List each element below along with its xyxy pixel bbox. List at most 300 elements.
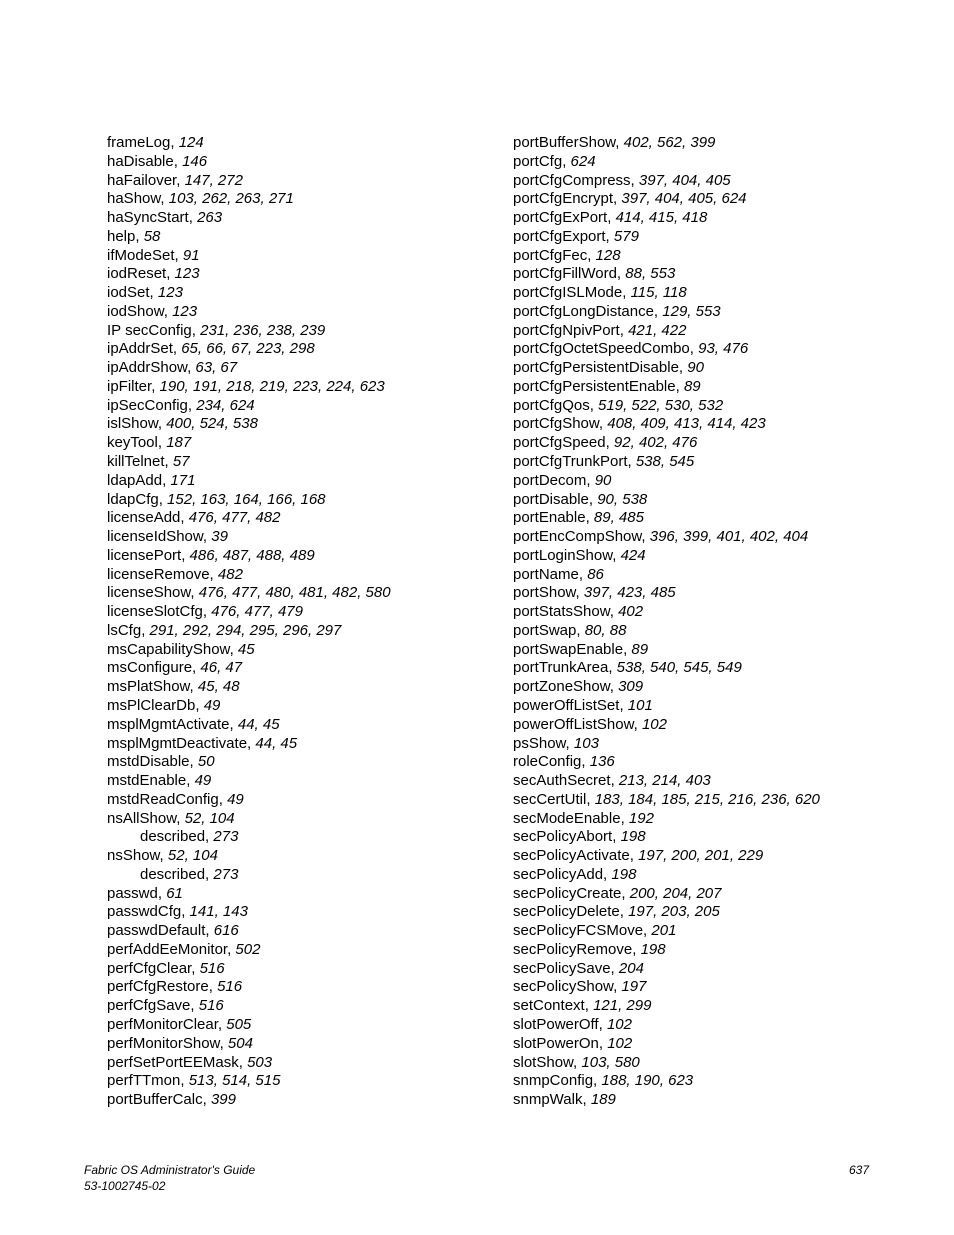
index-entry: iodSet, 123 [107,284,183,302]
index-entry: secPolicyActivate, 197, 200, 201, 229 [513,847,764,865]
index-pages: 504 [227,1034,253,1052]
index-term: passwd [107,884,158,902]
index-entry: IP secConfig, 231, 236, 238, 239 [107,321,326,339]
index-entry: secPolicyAdd, 198 [513,865,637,883]
index-term: secPolicyAbort [513,828,613,846]
index-entry: ldapCfg, 152, 163, 164, 166, 168 [107,490,326,508]
index-pages: 309 [618,678,644,696]
index-term: perfMonitorClear [107,1015,218,1033]
index-pages: 516 [217,978,243,996]
index-pages: 234, 624 [196,396,255,414]
index-entry: haDisable, 146 [107,152,208,170]
index-entry: portName, 86 [513,565,604,583]
index-entry: msPlClearDb, 49 [107,696,221,714]
index-term: iodReset [107,265,167,283]
footer-title: Fabric OS Administrator's Guide [84,1163,256,1177]
index-term: setContext [513,997,585,1015]
index-term: secPolicyAdd [513,865,604,883]
index-pages: 399 [210,1091,236,1109]
index-pages: 86 [587,565,604,583]
index-term: ifModeSet [107,246,175,264]
index-term: portCfgFec [513,246,588,264]
index-term: portCfgQos [513,396,590,414]
index-term: portStatsShow [513,603,610,621]
index-pages: 273 [213,865,239,883]
index-entry: portCfgTrunkPort, 538, 545 [513,453,695,471]
footer-doc-number: 53-1002745-02 [84,1179,166,1193]
index-entry: perfSetPortEEMask, 503 [107,1053,273,1071]
index-entry: perfAddEeMonitor, 502 [107,940,261,958]
index-term: licenseRemove [107,565,210,583]
index-pages: 397, 404, 405 [638,171,731,189]
index-entry: portCfgSpeed, 92, 402, 476 [513,434,698,452]
index-term: snmpConfig [513,1072,594,1090]
index-term: msPlClearDb [107,696,196,714]
index-pages: 402, 562, 399 [623,134,716,151]
index-pages: 128 [595,246,621,264]
index-term: licenseAdd [107,509,181,527]
index-pages: 90 [687,359,704,377]
index-entry: perfCfgClear, 516 [107,959,225,977]
index-term: portName [513,565,579,583]
index-entry: ipFilter, 190, 191, 218, 219, 223, 224, 623 [107,377,385,395]
index-entry: portCfgPersistentDisable, 90 [513,359,704,377]
index-pages: 421, 422 [628,321,687,339]
index-pages: 513, 514, 515 [188,1072,281,1090]
index-entry: portStatsShow, 402 [513,603,644,621]
index-pages: 579 [613,227,639,245]
index-term: passwdDefault [107,922,206,940]
index-pages: 88, 553 [625,265,676,283]
index-pages: 65, 66, 67, 223, 298 [181,340,315,358]
index-term: powerOffListShow [513,715,634,733]
index-entry: portCfgExport, 579 [513,227,639,245]
index-entry: portCfgQos, 519, 522, 530, 532 [513,396,724,414]
index-term: licenseIdShow [107,528,203,546]
index-pages: 204 [618,959,644,977]
index-term: ldapAdd [107,471,163,489]
index-term: ldapCfg [107,490,159,508]
index-term: secCertUtil [513,790,587,808]
index-pages: 61 [166,884,183,902]
index-term: ipSecConfig [107,396,188,414]
index-entry: iodShow, 123 [107,302,198,320]
index-pages: 397, 423, 485 [583,584,676,602]
index-term: portSwapEnable [513,640,624,658]
index-pages: 198 [640,940,666,958]
index-entry: perfCfgSave, 516 [107,997,224,1015]
index-term: portSwap [513,621,577,639]
index-pages: 52, 104 [184,809,235,827]
footer-left [84,1162,255,1194]
index-term: roleConfig [513,753,582,771]
index-term: slotPowerOn [513,1034,599,1052]
index-entry: perfMonitorClear, 505 [107,1015,252,1033]
index-pages: 102 [606,1015,632,1033]
index-pages: 402 [618,603,644,621]
index-entry: mstdReadConfig, 49 [107,790,244,808]
index-term: psShow [513,734,566,752]
index-entry: ipAddrShow, 63, 67 [107,359,238,377]
index-entry: perfMonitorShow, 504 [107,1034,253,1052]
index-term: msplMgmtActivate [107,715,230,733]
index-term: secPolicyDelete [513,903,620,921]
index-term: mstdReadConfig [107,790,219,808]
index-entry: secAuthSecret, 213, 214, 403 [513,772,711,790]
index-term: msCapabilityShow [107,640,230,658]
index-pages: 198 [620,828,646,846]
index-term: iodSet [107,284,150,302]
index-entry: secPolicyFCSMove, 201 [513,922,677,940]
index-term: portCfg [513,152,563,170]
index-entry: keyTool, 187 [107,434,192,452]
index-term: secPolicyCreate [513,884,622,902]
index-entry: snmpConfig, 188, 190, 623 [513,1072,694,1090]
index-term: perfAddEeMonitor [107,940,228,958]
index-term: secModeEnable [513,809,621,827]
index-pages: 616 [213,922,239,940]
index-pages: 90, 538 [597,490,648,508]
index-pages: 192 [628,809,654,827]
index-pages: 50 [197,753,215,771]
index-pages: 57 [172,453,190,471]
index-entry: portTrunkArea, 538, 540, 545, 549 [513,659,742,677]
index-entry: slotShow, 103, 580 [513,1053,640,1071]
index-pages: 103 [573,734,599,752]
index-term: portCfgOctetSpeedCombo [513,340,690,358]
index-entry: secPolicySave, 204 [513,959,644,977]
index-term: secAuthSecret [513,772,611,790]
index-pages: 80, 88 [584,621,627,639]
index-pages: 502 [235,940,261,958]
index-pages: 503 [247,1053,273,1071]
index-entry: portCfgNpivPort, 421, 422 [513,321,687,339]
index-term: msplMgmtDeactivate [107,734,248,752]
index-pages: 90 [594,471,612,489]
index-pages: 101 [627,696,653,714]
index-term: nsAllShow [107,809,177,827]
index-term: slotShow [513,1053,574,1071]
index-entry: portEncCompShow, 396, 399, 401, 402, 404 [513,528,809,546]
index-pages: 45 [237,640,255,658]
index-pages: 505 [226,1015,252,1033]
index-pages: 197, 200, 201, 229 [638,847,764,865]
index-pages: 49 [227,790,244,808]
index-term: frameLog [107,134,171,151]
index-pages: 63, 67 [195,359,238,377]
index-term: secPolicySave [513,959,611,977]
index-entry: licenseIdShow, 39 [107,528,228,546]
index-pages: 263 [197,209,223,227]
index-entry: portCfgLongDistance, 129, 553 [513,302,721,320]
index-entry: iodReset, 123 [107,265,200,283]
index-pages: 141, 143 [189,903,248,921]
index-pages: 39 [211,528,228,546]
index-term: secPolicyRemove [513,940,633,958]
index-term: mstdDisable [107,753,190,771]
index-entry: portCfgISLMode, 115, 118 [513,284,687,302]
index-pages: 102 [607,1034,633,1052]
index-pages: 189 [590,1091,616,1109]
index-term: passwdCfg [107,903,182,921]
index-entry: ipAddrSet, 65, 66, 67, 223, 298 [107,340,315,358]
index-pages: 187 [166,434,192,452]
index-term: portCfgTrunkPort [513,453,628,471]
index-pages: 201 [651,922,677,940]
index-pages: 58 [143,227,161,245]
index-entry: snmpWalk, 189 [513,1091,616,1109]
index-entry: haFailover, 147, 272 [107,171,243,189]
index-term: described [140,828,206,846]
index-term: haFailover [107,171,177,189]
index-entry: secPolicyRemove, 198 [513,940,666,958]
index-term: lsCfg [107,621,142,639]
index-pages: 89 [631,640,649,658]
index-term: powerOffListSet [513,696,620,714]
index-pages: 231, 236, 238, 239 [200,321,326,339]
index-pages: 538, 540, 545, 549 [616,659,742,677]
index-term: perfTTmon [107,1072,181,1090]
index-pages: 45, 48 [197,678,240,696]
index-pages: 408, 409, 413, 414, 423 [607,415,766,433]
index-pages: 200, 204, 207 [629,884,722,902]
index-pages: 152, 163, 164, 166, 168 [167,490,326,508]
index-pages: 516 [198,997,224,1015]
index-entry: portSwapEnable, 89 [513,640,649,658]
index-term: portZoneShow [513,678,610,696]
index-pages: 44, 45 [255,734,298,752]
index-entry: portCfg, 624 [513,152,596,170]
index-entry: licensePort, 486, 487, 488, 489 [107,546,315,564]
index-pages: 414, 415, 418 [615,209,708,227]
index-entry: portDecom, 90 [513,471,612,489]
index-pages: 486, 487, 488, 489 [189,546,315,564]
index-entry: portCfgCompress, 397, 404, 405 [513,171,731,189]
index-term: portDecom [513,471,587,489]
index-entry: passwd, 61 [107,884,183,902]
index-term: help [107,227,136,245]
index-pages: 396, 399, 401, 402, 404 [649,528,809,546]
index-term: keyTool [107,434,158,452]
index-entry: ifModeSet, 91 [107,246,200,264]
index-pages: 198 [611,865,637,883]
index-term: snmpWalk [513,1091,583,1109]
index-entry: msConfigure, 46, 47 [107,659,243,677]
index-term: iodShow [107,302,164,320]
index-term: perfCfgSave [107,997,191,1015]
index-entry: perfTTmon, 513, 514, 515 [107,1072,281,1090]
index-term: portCfgExport [513,227,606,245]
index-pages: 476, 477, 479 [211,603,303,621]
index-term: haShow [107,190,161,208]
index-pages: 624 [570,152,596,170]
index-entry: haSyncStart, 263 [107,209,223,227]
index-entry: msCapabilityShow, 45 [107,640,255,658]
index-entry: portCfgPersistentEnable, 89 [513,377,701,395]
index-pages: 92, 402, 476 [613,434,698,452]
index-term: portEncCompShow [513,528,642,546]
index-pages: 124 [178,134,204,151]
index-entry: islShow, 400, 524, 538 [107,415,258,433]
index-pages: 516 [199,959,225,977]
index-pages: 183, 184, 185, 215, 216, 236, 620 [594,790,820,808]
index-term: killTelnet [107,453,165,471]
index-term: licenseShow [107,584,191,602]
index-term: licenseSlotCfg [107,603,203,621]
index-entry: secModeEnable, 192 [513,809,654,827]
index-pages: 123 [172,302,198,320]
index-entry: secCertUtil, 183, 184, 185, 215, 216, 236, 620 [513,790,820,808]
index-term: licensePort [107,546,182,564]
index-entry: licenseSlotCfg, 476, 477, 479 [107,603,303,621]
index-term: nsShow [107,847,160,865]
index-term: haDisable [107,152,174,170]
index-entry: roleConfig, 136 [513,753,615,771]
index-term: slotPowerOff [513,1015,599,1033]
index-term: portCfgFillWord [513,265,617,283]
index-term: perfCfgRestore [107,978,209,996]
index-entry: portZoneShow, 309 [513,678,644,696]
index-entry: secPolicyDelete, 197, 203, 205 [513,903,720,921]
index-term: portCfgShow [513,415,599,433]
index-term: ipAddrSet [107,340,173,358]
index-entry: secPolicyAbort, 198 [513,828,646,846]
index-entry: licenseShow, 476, 477, 480, 481, 482, 580 [107,584,391,602]
index-term: portCfgPersistentEnable [513,377,676,395]
index-entry: portSwap, 80, 88 [513,621,627,639]
index-entry: portCfgShow, 408, 409, 413, 414, 423 [513,415,766,433]
index-term: portCfgEncrypt [513,190,614,208]
index-entry: portCfgFillWord, 88, 553 [513,265,676,283]
index-entry: licenseRemove, 482 [107,565,243,583]
index-pages: 273 [213,828,239,846]
index-term: portTrunkArea [513,659,609,677]
index-entry: msplMgmtActivate, 44, 45 [107,715,280,733]
index-entry: ipSecConfig, 234, 624 [107,396,255,414]
index-term: portCfgCompress [513,171,631,189]
index-pages: 123 [157,284,183,302]
index-term: portCfgNpivPort [513,321,620,339]
index-entry: secPolicyShow, 197 [513,978,647,996]
index-pages: 482 [217,565,243,583]
index-pages: 49 [203,696,221,714]
index-term: portDisable [513,490,589,508]
index-term: IP secConfig [107,321,192,339]
index-pages: 91 [182,246,200,264]
index-entry: slotPowerOff, 102 [513,1015,632,1033]
index-pages: 89, 485 [593,509,644,527]
index-term: portLoginShow [513,546,613,564]
index-pages: 52, 104 [167,847,218,865]
index-entry: help, 58 [107,227,161,245]
index-term: perfCfgClear [107,959,192,977]
index-entry: portShow, 397, 423, 485 [513,584,676,602]
index-term: portCfgPersistentDisable [513,359,679,377]
index-entry: frameLog, 124 [107,134,204,151]
index-pages: 424 [620,546,646,564]
index-pages: 476, 477, 482 [188,509,281,527]
index-term: perfSetPortEEMask [107,1053,239,1071]
index-entry: portCfgEncrypt, 397, 404, 405, 624 [513,190,747,208]
index-pages: 213, 214, 403 [618,772,711,790]
index-entry: secPolicyCreate, 200, 204, 207 [513,884,722,902]
index-column-right [513,134,933,1110]
index-term: secPolicyFCSMove [513,922,644,940]
index-pages: 103, 262, 263, 271 [168,190,294,208]
index-term: portCfgLongDistance [513,302,654,320]
index-entry: msplMgmtDeactivate, 44, 45 [107,734,298,752]
index-entry: lsCfg, 291, 292, 294, 295, 296, 297 [107,621,342,639]
index-pages: 93, 476 [698,340,749,358]
index-entry: portBufferShow, 402, 562, 399 [513,134,716,151]
index-pages: 397, 404, 405, 624 [621,190,747,208]
footer-page-number: 637 [848,1163,869,1177]
index-entry: killTelnet, 57 [107,453,190,471]
index-pages: 49 [194,772,212,790]
index-pages: 171 [170,471,196,489]
index-term: secPolicyActivate [513,847,630,865]
index-pages: 476, 477, 480, 481, 482, 580 [198,584,391,602]
index-pages: 103, 580 [581,1053,640,1071]
index-subentry: described, 273 [140,828,239,846]
index-term: portCfgISLMode [513,284,623,302]
index-entry: msPlatShow, 45, 48 [107,678,240,696]
index-term: mstdEnable [107,772,187,790]
index-pages: 146 [182,152,208,170]
index-pages: 115, 118 [630,284,687,302]
index-term: msConfigure [107,659,193,677]
index-term: portCfgSpeed [513,434,606,452]
index-entry: passwdDefault, 616 [107,922,239,940]
index-term: portEnable [513,509,586,527]
index-pages: 519, 522, 530, 532 [598,396,724,414]
index-term: portBufferCalc [107,1091,203,1109]
index-entry: setContext, 121, 299 [513,997,652,1015]
index-entry: powerOffListShow, 102 [513,715,667,733]
index-entry: portBufferCalc, 399 [107,1091,236,1109]
index-term: islShow [107,415,158,433]
index-pages: 190, 191, 218, 219, 223, 224, 623 [159,377,385,395]
index-term: portShow [513,584,576,602]
index-entry: mstdDisable, 50 [107,753,215,771]
index-entry: passwdCfg, 141, 143 [107,903,248,921]
index-term: portCfgExPort [513,209,608,227]
index-term: ipFilter [107,377,152,395]
index-term: portBufferShow [513,134,616,151]
index-pages: 291, 292, 294, 295, 296, 297 [149,621,342,639]
index-pages: 136 [589,753,615,771]
index-pages: 538, 545 [635,453,695,471]
index-pages: 121, 299 [593,997,652,1015]
index-subentry: described, 273 [140,865,239,883]
index-pages: 46, 47 [200,659,243,677]
index-pages: 44, 45 [237,715,280,733]
index-pages: 188, 190, 623 [601,1072,694,1090]
index-pages: 123 [174,265,200,283]
index-pages: 197, 203, 205 [628,903,720,921]
index-pages: 400, 524, 538 [166,415,258,433]
index-entry: nsAllShow, 52, 104 [107,809,235,827]
index-term: perfMonitorShow [107,1034,220,1052]
index-entry: slotPowerOn, 102 [513,1034,633,1052]
index-entry: portDisable, 90, 538 [513,490,648,508]
index-term: msPlatShow [107,678,190,696]
index-pages: 147, 272 [184,171,243,189]
index-term: ipAddrShow [107,359,188,377]
index-entry: portCfgOctetSpeedCombo, 93, 476 [513,340,749,358]
index-entry: portCfgFec, 128 [513,246,621,264]
index-entry: ldapAdd, 171 [107,471,196,489]
